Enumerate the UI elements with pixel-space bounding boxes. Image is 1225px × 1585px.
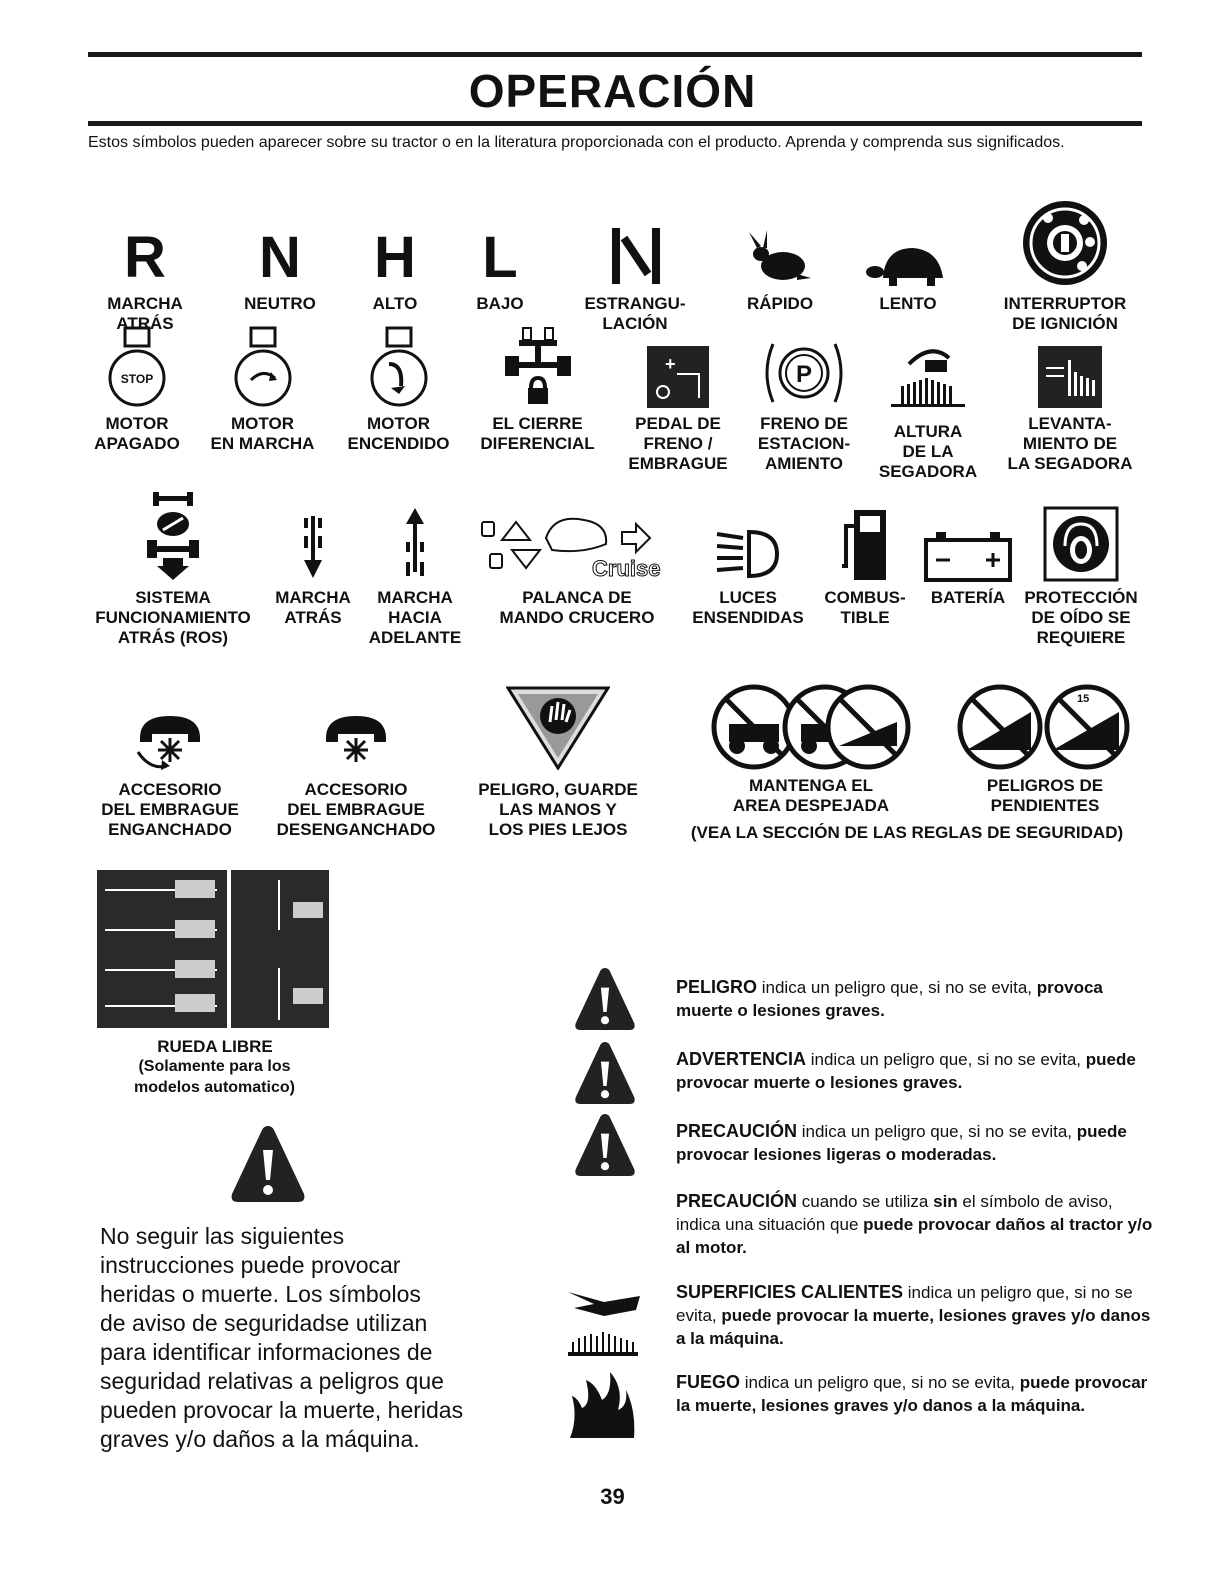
signal-word-fire: FUEGO: [676, 1372, 741, 1392]
symbol-forward-arrow: [360, 490, 470, 648]
battery-icon: [922, 530, 1014, 582]
symbol-label: NEUTRO: [244, 294, 316, 313]
symbol-high: [340, 196, 450, 314]
symbol-label: ALTURA DE LA SEGADORA: [878, 422, 978, 481]
symbol-ros: [88, 490, 258, 648]
attachment-clutch-engaged-icon: [130, 708, 210, 770]
caution-message: [676, 1120, 1156, 1166]
symbol-label: MARCHA HACIA ADELANTE: [368, 588, 462, 647]
symbol-neutral: [225, 196, 335, 314]
message-bold: provoca muerte o lesiones graves.: [676, 978, 1103, 1020]
symbol-label: ESTRANGU- LACIÓN: [584, 294, 686, 333]
signal-word-warning: ADVERTENCIA: [676, 1049, 807, 1069]
engine-start-icon: [367, 324, 431, 408]
symbol-ignition: [990, 180, 1140, 334]
symbol-label: BATERÍA: [930, 588, 1006, 607]
symbol-label: MARCHA ATRÁS: [107, 294, 183, 333]
cruise-text: Cruise: [592, 556, 661, 581]
fuel-pump-icon: [840, 506, 890, 582]
danger-message: [676, 976, 1156, 1022]
letter-n: N: [259, 225, 301, 290]
symbol-label: MOTOR ENCENDIDO: [347, 414, 450, 453]
engine-run-icon: [231, 324, 295, 408]
symbol-engine-stop: [82, 316, 192, 454]
symbol-brake-clutch: [618, 316, 738, 474]
title-rule: [88, 121, 1142, 126]
symbol-keep-area-clear: [676, 676, 946, 816]
message-text: indica un peligro que, si no se evita,: [757, 978, 1037, 997]
svg-text:+: +: [665, 354, 676, 374]
symbol-label: MOTOR EN MARCHA: [210, 414, 315, 453]
symbol-label: ALTO: [372, 294, 418, 313]
message-bold: puede provocar lesiones ligeras o moderadas.: [676, 1122, 1127, 1164]
message-text: indica un peligro que, si no se evita,: [797, 1122, 1077, 1141]
symbol-engine-run: [200, 316, 325, 454]
slope-15-text: 15: [1077, 693, 1090, 705]
symbol-clutch-disengaged: [268, 682, 444, 840]
signal-word-caution: PRECAUCIÓN: [676, 1121, 798, 1141]
symbol-label: LEVANTA- MIENTO DE LA SEGADORA: [1007, 414, 1133, 473]
symbol-parking-brake: [744, 316, 864, 474]
brake-clutch-pedal-icon: [647, 346, 709, 408]
signal-word-danger: PELIGRO: [676, 977, 758, 997]
warning-message: [676, 1048, 1156, 1094]
symbol-cruise: [472, 490, 682, 628]
turtle-icon: [865, 242, 951, 288]
attachment-clutch-disengaged-icon: [316, 708, 396, 770]
symbol-label: RÁPIDO: [746, 294, 814, 313]
safety-rules-reference: (VEA LA SECCIÓN DE LAS REGLAS DE SEGURIDAD): [690, 823, 1124, 842]
message-text: indica un peligro que, si no se evita,: [676, 1283, 1133, 1325]
symbol-fast: [720, 196, 840, 314]
mower-lift-icon: [1038, 346, 1102, 408]
letter-l: L: [482, 225, 518, 290]
letter-r: R: [124, 225, 166, 290]
parking-brake-icon: [763, 338, 845, 408]
warning-triangle-icon: [574, 1040, 636, 1106]
symbol-label: LENTO: [879, 294, 937, 313]
symbol-slow: [848, 196, 968, 314]
symbol-label: ACCESORIO DEL EMBRAGUE ENGANCHADO: [101, 780, 239, 839]
symbol-slope-hazard: [950, 676, 1140, 816]
message-bold: puede provocar la muerte, lesiones graves y/o danos a la máquina.: [676, 1373, 1148, 1415]
ignition-switch-icon: [1020, 198, 1110, 288]
symbol-label: PELIGRO, GUARDE LAS MANOS Y LOS PIES LEJOS: [478, 780, 638, 839]
hot-surface-message: [676, 1281, 1156, 1350]
warning-paragraph: No seguir las siguientes instrucciones puede provocar heridas o muerte. Los símbolos de aviso de seguridadse utilizan para identificar informaciones de seguridad relativas a peligros que pueden provocar la muerte, heridas graves y/o daños a la máquina.: [100, 1223, 464, 1452]
headlights-icon: [715, 526, 781, 582]
symbol-diff-lock: [470, 316, 605, 454]
engine-stop-icon: [105, 324, 169, 408]
symbol-label: LUCES ENSENDIDAS: [692, 588, 804, 627]
symbol-label: ACCESORIO DEL EMBRAGUE DESENGANCHADO: [276, 780, 436, 839]
freewheel-note: (Solamente para los modelos automatico): [134, 1058, 295, 1096]
symbol-label: SISTEMA FUNCIONAMIENTO ATRÁS (ROS): [95, 588, 251, 647]
symbol-choke: [570, 196, 700, 334]
symbol-label: PALANCA DE MANDO CRUCERO: [499, 588, 655, 627]
message-text: indica un peligro que, si no se evita,: [740, 1373, 1020, 1392]
caution-triangle-icon: [574, 1112, 636, 1178]
danger-triangle-icon: [574, 966, 636, 1032]
forward-arrow-icon: [400, 506, 430, 582]
signal-word-hot-surfaces: SUPERFICIES CALIENTES: [676, 1282, 904, 1302]
symbol-reverse-arrow: [258, 490, 368, 628]
symbol-label: EL CIERRE DIFERENCIAL: [480, 414, 595, 453]
symbol-label: BAJO: [476, 294, 524, 313]
letter-h: H: [374, 225, 416, 290]
symbol-label: MOTOR APAGADO: [94, 414, 180, 453]
symbol-mower-lift: [1000, 316, 1140, 474]
freewheel-icon: [97, 870, 329, 1028]
mower-height-icon: [891, 342, 965, 408]
keep-area-clear-icon: [711, 684, 911, 770]
symbol-label: COMBUS- TIBLE: [824, 588, 906, 627]
symbol-label: PEDAL DE FRENO / EMBRAGUE: [628, 414, 728, 473]
warning-triangle-icon: [230, 1124, 306, 1204]
symbol-fuel: [810, 490, 920, 628]
symbol-clutch-engaged: [85, 682, 255, 840]
message-bold: puede provocar la muerte, lesiones graves y/o danos a la máquina.: [676, 1306, 1151, 1348]
symbol-battery: [918, 490, 1018, 608]
fire-icon: [566, 1370, 638, 1440]
cruise-control-icon: [472, 510, 682, 582]
keep-hands-feet-away-icon: [506, 686, 610, 770]
differential-lock-icon: [503, 326, 573, 408]
symbol-label: MANTENGA EL AREA DESPEJADA: [732, 776, 890, 815]
message-text: cuando se utiliza: [797, 1192, 934, 1211]
symbol-label: MARCHA ATRÁS: [275, 588, 351, 627]
slope-hazard-icon: [955, 684, 1135, 770]
symbol-label: FRENO DE ESTACION- AMIENTO: [757, 414, 851, 473]
symbol-ear-protection: [1012, 490, 1150, 648]
freewheel-label: RUEDA LIBRE: [157, 1037, 273, 1056]
top-rule: [88, 52, 1142, 57]
intro-text: Estos símbolos pueden aparecer sobre su tractor o en la literatura proporcionada con el producto. Aprenda y comprenda sus significados.: [88, 134, 1065, 151]
message-bold: puede provocar daños al tractor y/o al motor.: [676, 1215, 1153, 1257]
symbol-label: PROTECCIÓN DE OÍDO SE REQUIERE: [1024, 588, 1138, 647]
symbol-mower-height: [868, 316, 988, 482]
symbol-headlights: [678, 490, 818, 628]
symbol-label: PELIGROS DE PENDIENTES: [986, 776, 1104, 815]
symbol-reverse: [90, 196, 200, 334]
signal-word-caution-no-symbol: PRECAUCIÓN: [676, 1191, 798, 1211]
symbol-engine-start: [336, 316, 461, 454]
caution-no-symbol-message: [676, 1190, 1156, 1259]
message-bold-sin: sin: [933, 1192, 958, 1211]
page-number: 39: [600, 1484, 625, 1509]
page-title: OPERACIÓN: [468, 65, 757, 117]
reverse-arrow-icon: [298, 512, 328, 582]
message-bold: puede provocar muerte o lesiones graves.: [676, 1050, 1136, 1092]
fire-message: [676, 1371, 1156, 1417]
p-letter: P: [795, 361, 813, 388]
message-text: el símbolo de aviso, indica una situación que: [676, 1192, 1113, 1234]
reverse-operation-system-icon: [143, 490, 203, 582]
choke-icon: [590, 224, 680, 288]
stop-text: STOP: [120, 372, 154, 386]
symbol-low: [445, 196, 555, 314]
rabbit-icon: [745, 228, 815, 288]
symbol-label: INTERRUPTOR DE IGNICIÓN: [1003, 294, 1127, 333]
hot-surface-icon: [564, 1286, 644, 1362]
message-text: indica un peligro que, si no se evita,: [806, 1050, 1086, 1069]
ear-protection-icon: [1043, 506, 1119, 582]
symbol-keep-hands-away: [468, 682, 648, 840]
